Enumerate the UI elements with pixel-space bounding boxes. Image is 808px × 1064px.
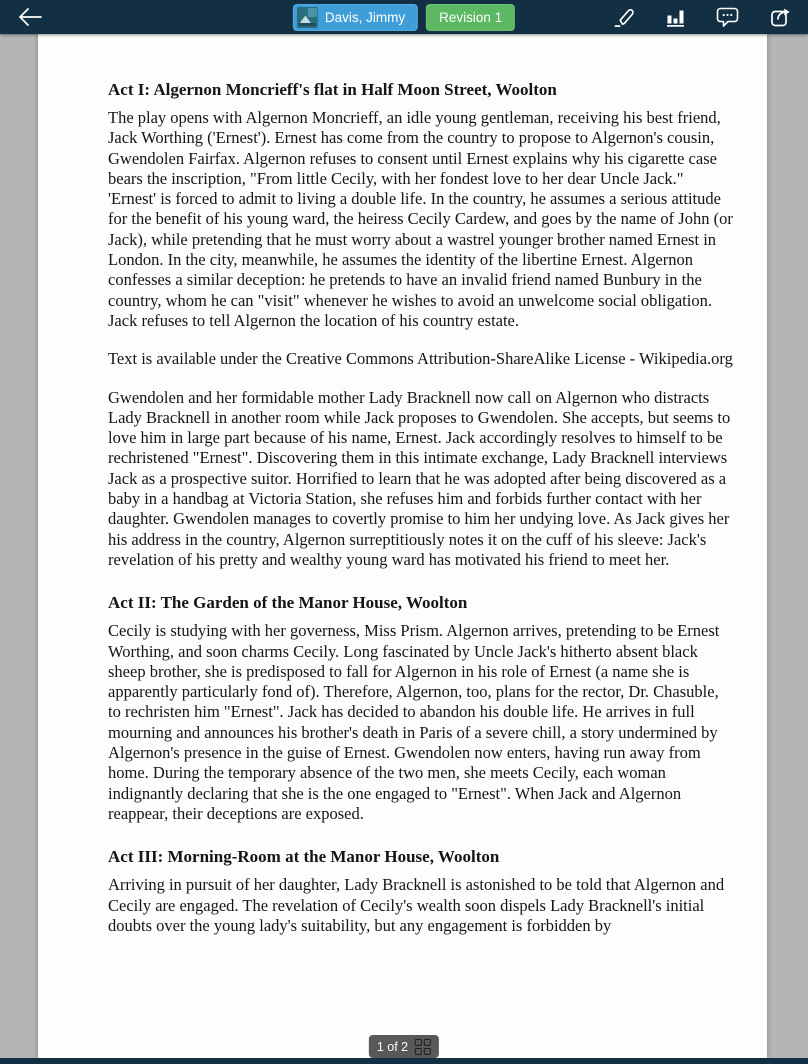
document-page — [38, 34, 767, 1058]
share-button[interactable] — [767, 3, 795, 31]
back-arrow-icon — [16, 5, 44, 29]
user-button-label: Davis, Jimmy — [324, 9, 406, 25]
back-button[interactable] — [10, 3, 50, 31]
paragraph-act1-summary: The play opens with Algernon Moncrieff, an idle young gentleman, receiving his best friend, Jack Worthing ('Ernest'). Ernest has come from the country to propose to Algernon's cousin, Gwendolen Fairfax. Algernon refuses to consent until Ernest explains why his cigarette case bears the inscription, "From little Cecily, with her fondest love to her dear Uncle Jack." 'Ernest' is forced to admit to living a double life. In the country, he assumes a serious attitude for the benefit of his young ward, the heiress Cecily Cardew, and goes by the name of John (or Jack), while pretending that he must worry about a wastrel younger brother named Ernest in London. In the city, meanwhile, he assumes the identity of the libertine Ernest. Algernon confesses a similar deception: he pretends to have an invalid friend named Bunbury in the country, whom he can "visit" whenever he wishes to avoid an unwelcome social obligation. Jack refuses to tell Algernon the location of his country estate. — [108, 108, 733, 330]
revision-button[interactable] — [426, 4, 515, 31]
comments-button[interactable] — [713, 4, 742, 31]
page-indicator-label: 1 of 2 — [376, 1039, 409, 1054]
paragraph-license-note: Text is available under the Creative Commons Attribution-ShareAlike License - Wikipedia.org — [108, 349, 733, 369]
stats-button[interactable] — [663, 5, 688, 30]
section-heading-act3: Act III: Morning-Room at the Manor House, Woolton — [108, 847, 500, 867]
topbar — [0, 0, 808, 34]
section-heading-act1: Act I: Algernon Moncrieff's flat in Half Moon Street, Woolton — [108, 80, 557, 99]
topbar-actions — [611, 3, 795, 31]
comments-icon — [715, 6, 740, 29]
section-heading-act2: Act II: The Garden of the Manor House, Woolton — [108, 593, 468, 613]
grid-view-icon — [415, 1039, 431, 1055]
share-icon — [769, 5, 793, 29]
page-indicator[interactable] — [369, 1035, 439, 1058]
paragraph-act1-continued: Gwendolen and her formidable mother Lady Bracknell now call on Algernon who distracts Lady Bracknell in another room while Jack proposes to Gwendolen. She accepts, but seems to love him in large part because of his name, Ernest. Jack accordingly resolves to himself to be rechristened "Ernest". Discovering them in this intimate exchange, Lady Bracknell interviews Jack as a prospective suitor. Horrified to learn that he was adopted after being discovered as a baby in a handbag at Victoria Station, she refuses him and forbids further contact with her daughter. Gwendolen manages to covertly promise to him her undying love. As Jack gives her his address in the country, Algernon surreptitiously notes it on the cuff of his sleeve: Jack's revelation of his pretty and wealthy young ward has motivated his friend to meet her. — [108, 387, 731, 569]
paragraph-act3-summary: Arriving in pursuit of her daughter, Lady Bracknell is astonished to be told that Algernon and Cecily are engaged. The revelation of Cecily's wealth soon dispels Lady Bracknell's initial doubts over the young lady's suitability, but any engagement is forbidden by — [108, 875, 725, 935]
annotate-button[interactable] — [611, 4, 638, 31]
bar-chart-icon — [665, 7, 686, 28]
pen-icon — [613, 6, 636, 29]
user-button[interactable] — [293, 4, 418, 31]
bottom-strip — [0, 1058, 808, 1064]
avatar — [297, 7, 318, 28]
revision-button-label: Revision 1 — [439, 9, 503, 25]
paragraph-act2-summary: Cecily is studying with her governess, Miss Prism. Algernon arrives, pretending to be Ernest Worthing, and soon charms Cecily. Long fascinated by Uncle Jack's hitherto absent black sheep brother, she is predisposed to fall for Algernon in his role of Ernest (a name she is apparently particularly fond of). Therefore, Algernon, too, plans for the rector, Dr. Chasuble, to rechristen him "Ernest". Jack has decided to abandon his double life. He arrives in full mourning and announces his brother's death in Paris of a severe chill, a story undermined by Algernon's presence in the guise of Ernest. Gwendolen now enters, having run away from home. During the temporary absence of the two men, she meets Cecily, each woman indignantly declaring that she is the one engaged to "Ernest". When Jack and Algernon reappear, their deceptions are exposed. — [108, 621, 720, 823]
topbar-center — [293, 4, 515, 31]
